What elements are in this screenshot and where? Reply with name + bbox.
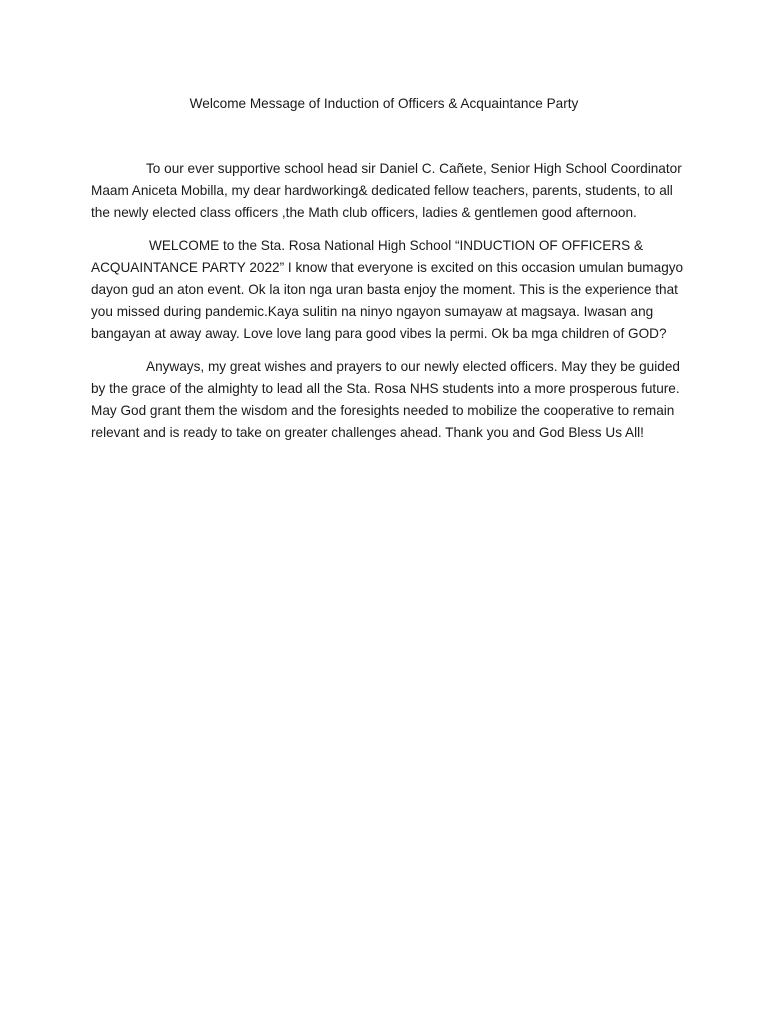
document-body xyxy=(91,158,691,455)
paragraph-greeting: To our ever supportive school head sir Daniel C. Cañete, Senior High School Coordinator Maam Aniceta Mobilla, my dear hardworking& dedicated fellow teachers, parents, students, to all the newly elected class officers ,the Math club officers, ladies & gentlemen good afternoon. xyxy=(91,161,682,220)
document-title: Welcome Message of Induction of Officers & Acquaintance Party xyxy=(189,96,579,111)
paragraph-welcome: WELCOME to the Sta. Rosa National High School “INDUCTION OF OFFICERS & ACQUAINTANCE PARTY 2022” I know that everyone is excited on this occasion umulan bumagyo dayon gud an aton event. Ok la iton nga uran basta enjoy the moment. This is the experience that you missed during pandemic.Kaya sulitin na ninyo ngayon sumayaw at magsaya. Iwasan ang bangayan at away away. Love love lang para good vibes la permi. Ok ba mga children of GOD? xyxy=(91,238,684,341)
paragraph-closing: Anyways, my great wishes and prayers to our newly elected officers. May they be guided by the grace of the almighty to lead all the Sta. Rosa NHS students into a more prosperous future. May God grant them the wisdom and the foresights needed to mobilize the cooperative to remain relevant and is ready to take on greater challenges ahead. Thank you and God Bless Us All! xyxy=(91,359,680,440)
